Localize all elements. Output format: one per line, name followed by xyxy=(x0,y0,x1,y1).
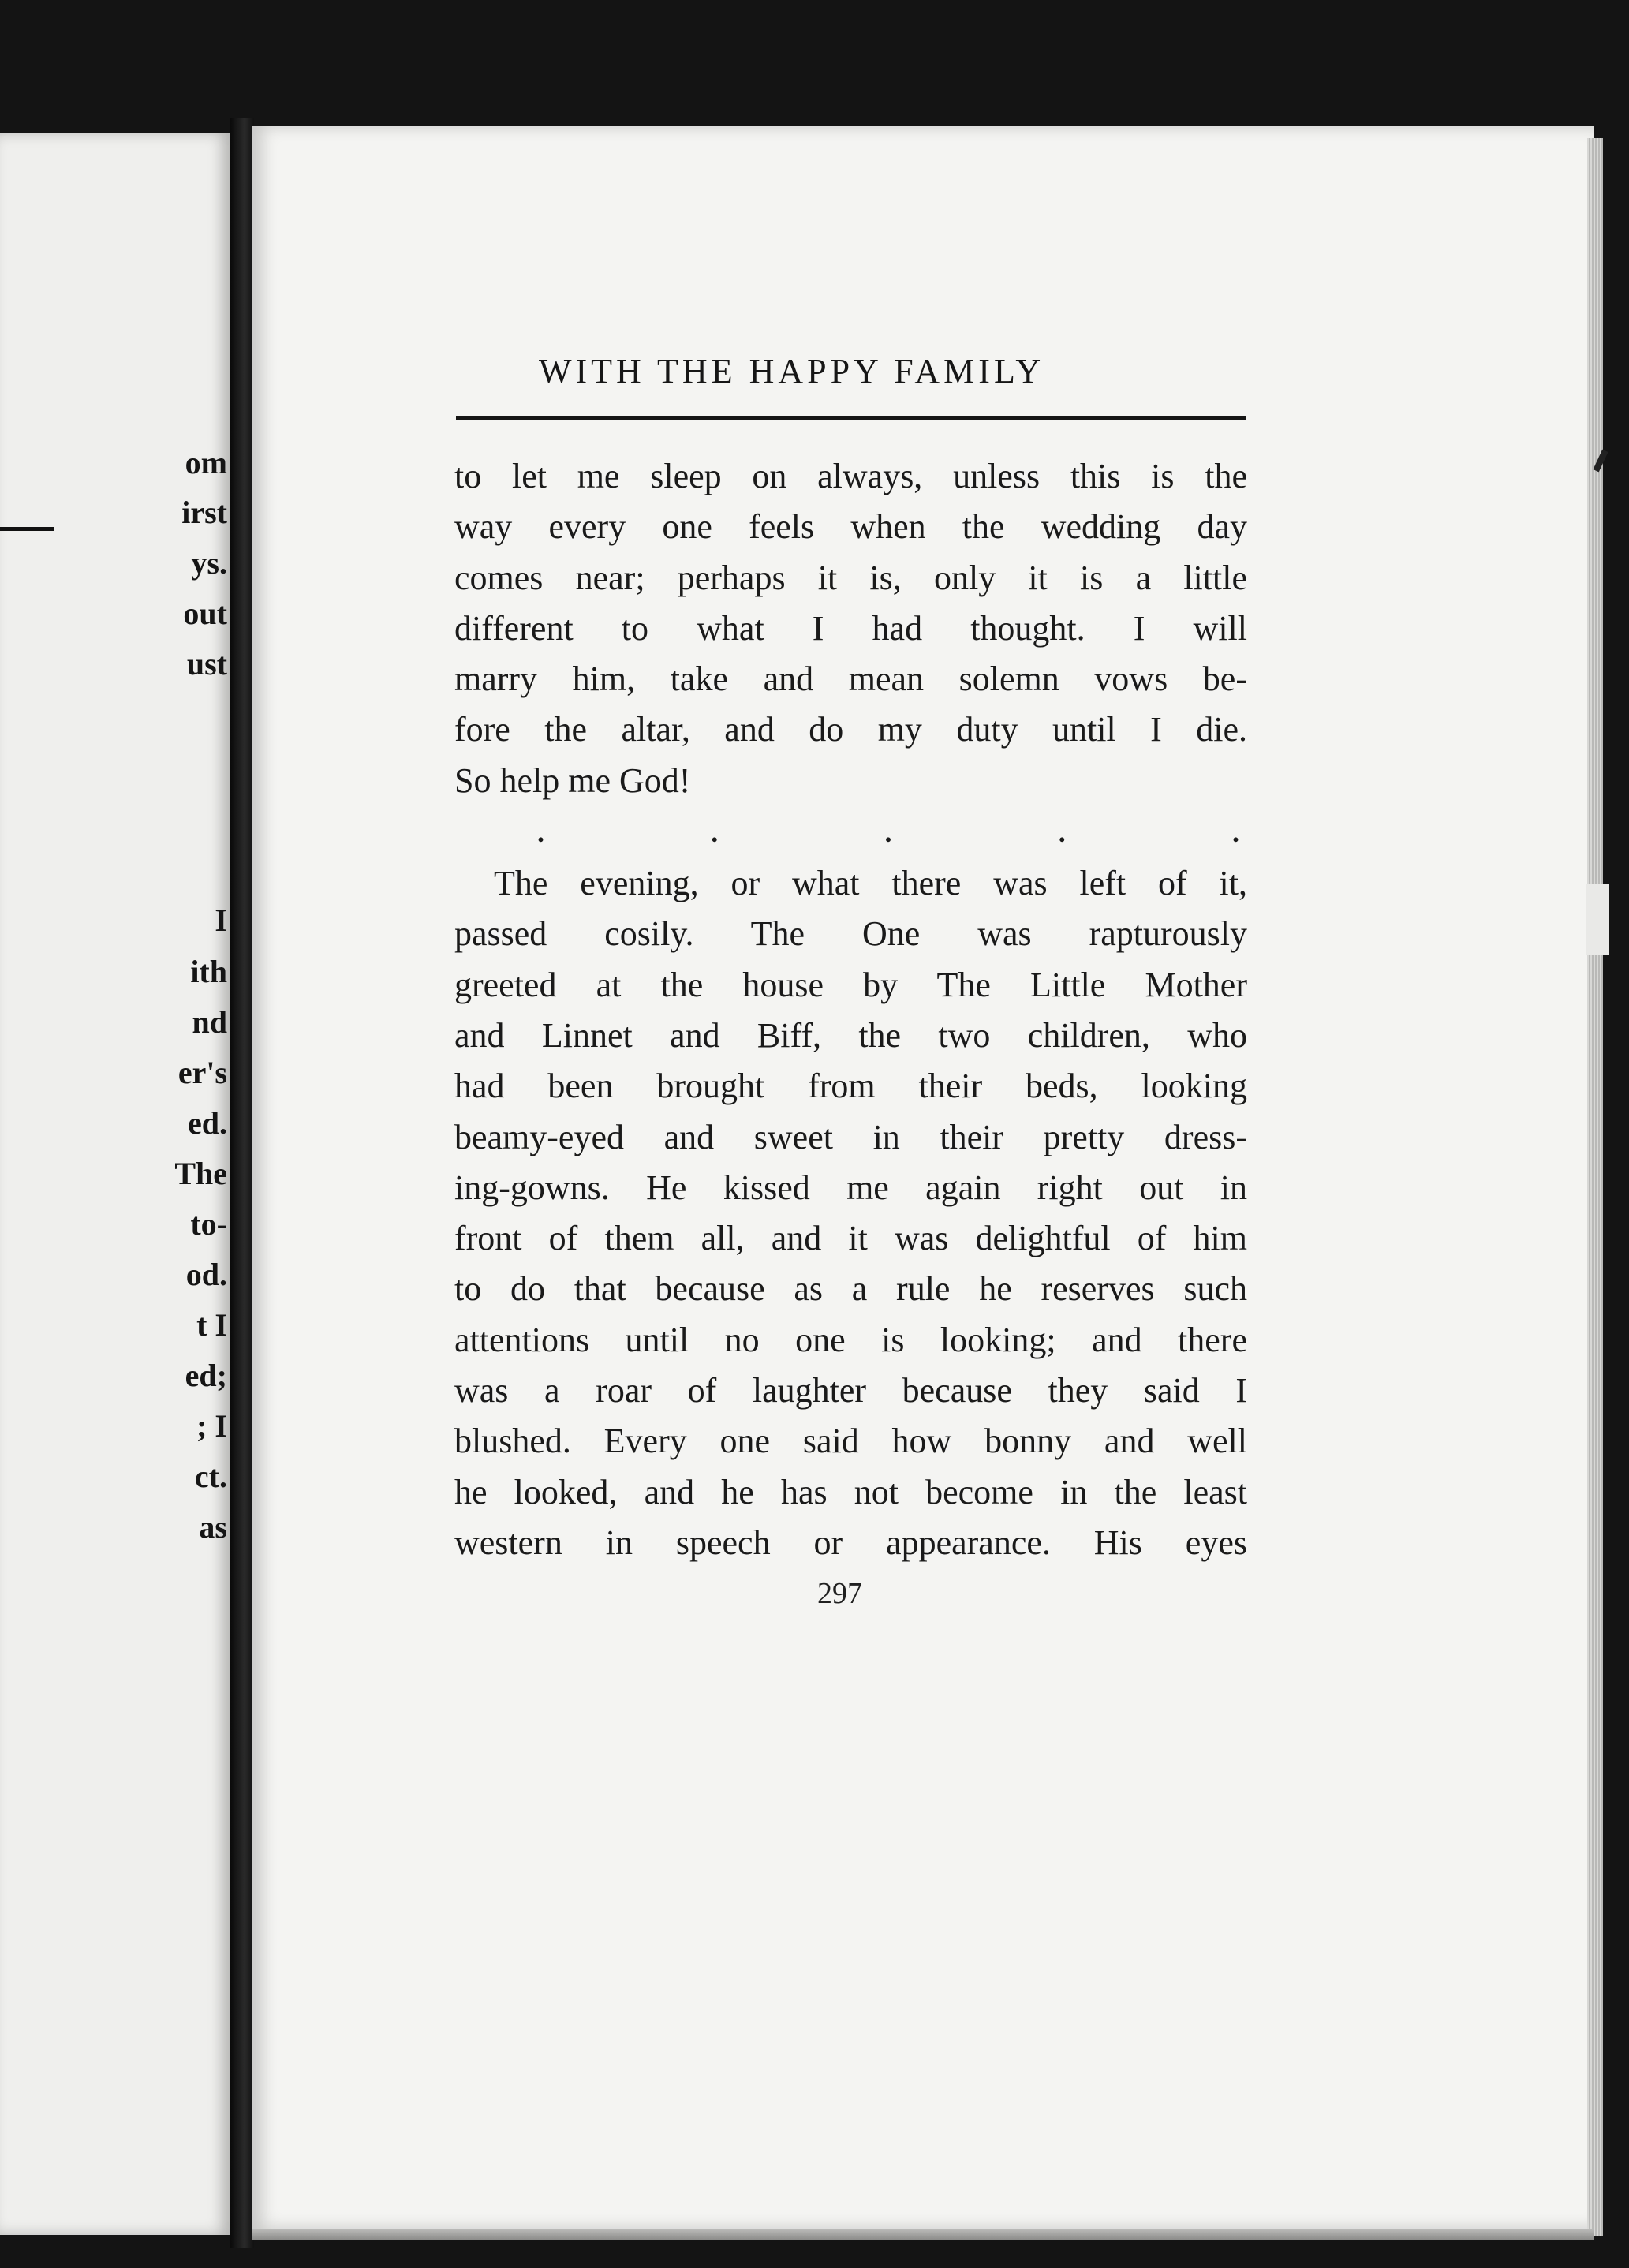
left-fragment: ys. xyxy=(191,545,227,581)
text-line: beamy-eyed and sweet in their pretty dress- xyxy=(454,1117,1247,1156)
text-line: marry him, take and mean solemn vows be- xyxy=(454,659,1247,699)
left-fragment: ed; xyxy=(185,1358,227,1393)
running-head: WITH THE HAPPY FAMILY xyxy=(539,352,1045,390)
left-fragment: od. xyxy=(185,1257,227,1292)
text-line: The evening, or what there was left of it, xyxy=(494,864,1247,903)
left-fragment: ust xyxy=(186,646,227,682)
left-fragment: ith xyxy=(190,954,227,989)
page-number-row xyxy=(0,1576,1629,1611)
separator-dot: . xyxy=(1058,816,1066,849)
page-number: 297 xyxy=(817,1577,862,1610)
left-fragment: ct. xyxy=(194,1459,227,1494)
text-line: greeted at the house by The Little Mother xyxy=(454,965,1247,1004)
body-text xyxy=(454,451,1247,1568)
left-fragment: ed. xyxy=(188,1105,227,1141)
page-bottom-edge xyxy=(252,2229,1594,2240)
left-fragment: out xyxy=(183,596,227,631)
left-fragment: om xyxy=(185,445,227,480)
text-line: So help me God! xyxy=(454,760,691,800)
left-fragment: ; I xyxy=(196,1408,227,1444)
text-line: fore the altar, and do my duty until I die. xyxy=(454,710,1247,749)
text-line: western in speech or appearance. His eyes xyxy=(454,1523,1247,1562)
left-fragment: as xyxy=(199,1509,227,1545)
section-separator xyxy=(454,806,1247,858)
left-page-rule xyxy=(0,527,54,531)
book-gutter xyxy=(230,118,254,2248)
separator-dot: . xyxy=(884,816,892,849)
left-fragment: t I xyxy=(196,1307,227,1343)
left-fragment: nd xyxy=(192,1004,227,1040)
text-line: was a roar of laughter because they said I xyxy=(454,1371,1247,1410)
running-head-rule xyxy=(456,416,1246,420)
left-page xyxy=(0,133,230,2235)
paragraph-2 xyxy=(454,858,1247,1568)
text-line: blushed. Every one said how bonny and well xyxy=(454,1422,1247,1461)
text-line: he looked, and he has not become in the least xyxy=(454,1472,1247,1511)
text-line: passed cosily. The One was rapturously xyxy=(454,914,1247,954)
text-line: to do that because as a rule he reserves such xyxy=(454,1269,1247,1309)
text-line: to let me sleep on always, unless this is the xyxy=(454,457,1247,495)
left-fragment: irst xyxy=(181,495,227,530)
separator-dot: . xyxy=(711,816,719,849)
separator-dot: . xyxy=(537,816,544,849)
left-fragment: I xyxy=(215,902,227,938)
separator-dot: . xyxy=(1232,816,1239,849)
text-line: way every one feels when the wedding day xyxy=(454,507,1247,547)
page-edge-notch xyxy=(1586,884,1609,955)
text-line: ing-gowns. He kissed me again right out in xyxy=(454,1168,1247,1207)
left-fragment: to- xyxy=(190,1206,227,1242)
text-line: different to what I had thought. I will xyxy=(454,608,1247,648)
text-line: front of them all, and it was delightful of him xyxy=(454,1219,1247,1258)
text-line: comes near; perhaps it is, only it is a little xyxy=(454,558,1247,597)
left-fragment: er's xyxy=(177,1055,227,1090)
text-line: had been brought from their beds, looking xyxy=(454,1067,1247,1106)
text-line: and Linnet and Biff, the two children, who xyxy=(454,1015,1247,1055)
left-fragment: The xyxy=(174,1156,227,1191)
paragraph-1 xyxy=(454,451,1247,806)
text-line: attentions until no one is looking; and there xyxy=(454,1320,1247,1359)
